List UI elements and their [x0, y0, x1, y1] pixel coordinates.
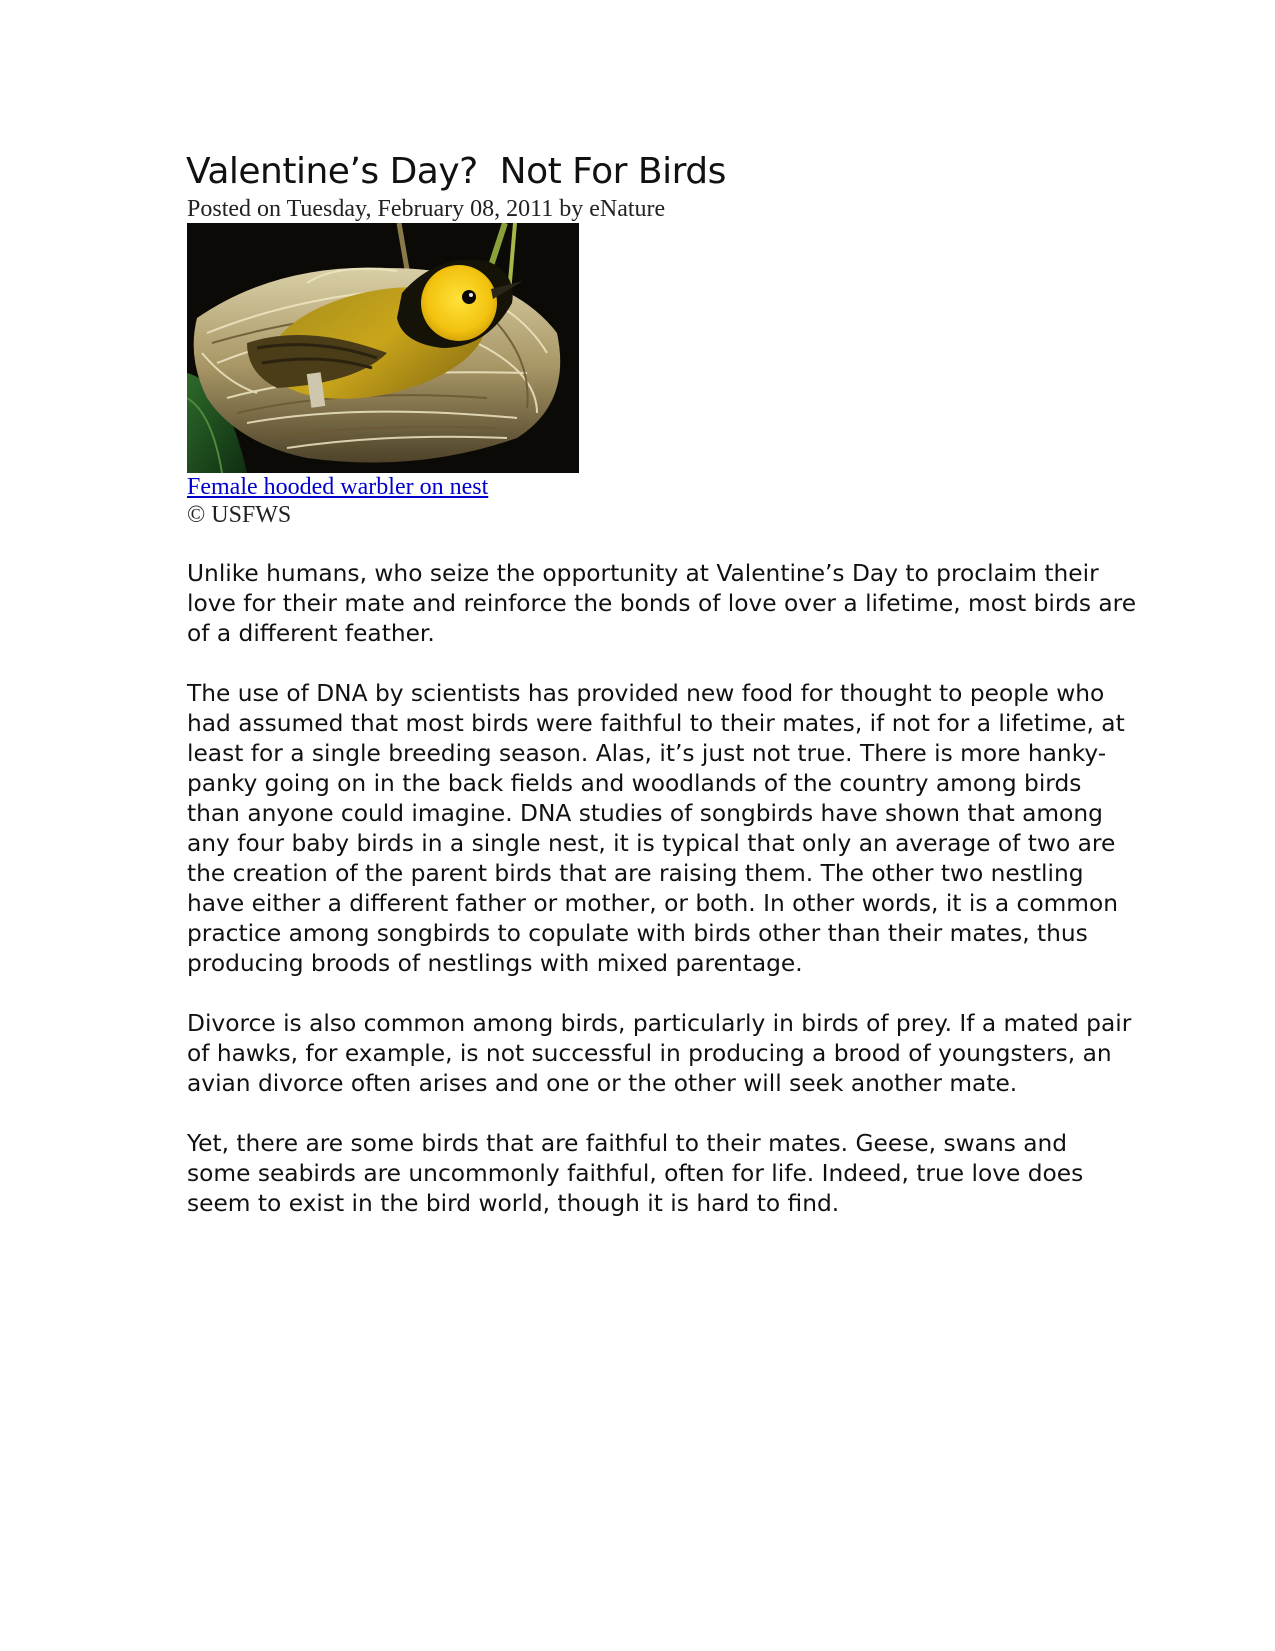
- paragraph-line: of a different feather.: [187, 620, 435, 647]
- paragraph-line: some seabirds are uncommonly faithful, often for life. Indeed, true love does: [187, 1160, 1084, 1187]
- paragraph-line: the creation of the parent birds that are raising them. The other two nestling: [187, 860, 1084, 887]
- paragraph-line: any four baby birds in a single nest, it is typical that only an average of two are: [187, 830, 1116, 857]
- paragraph-line: least for a single breeding season. Alas, it’s just not true. There is more hanky-: [187, 740, 1107, 767]
- paragraph-line: panky going on in the back fields and woodlands of the country among birds: [187, 770, 1082, 797]
- paragraph-line: seem to exist in the bird world, though it is hard to find.: [187, 1190, 840, 1217]
- article-body: [187, 559, 1137, 1249]
- paragraph-line: Yet, there are some birds that are faithful to their mates. Geese, swans and: [187, 1130, 1068, 1157]
- paragraph-line: of hawks, for example, is not successful in producing a brood of youngsters, an: [187, 1040, 1112, 1067]
- paragraph-line: practice among songbirds to copulate with birds other than their mates, thus: [187, 920, 1088, 947]
- paragraph-line: love for their mate and reinforce the bonds of love over a lifetime, most birds are: [187, 590, 1137, 617]
- paragraph-line: than anyone could imagine. DNA studies of songbirds have shown that among: [187, 800, 1103, 827]
- paragraph-line: had assumed that most birds were faithful to their mates, if not for a lifetime, at: [187, 710, 1125, 737]
- paragraph-line: producing broods of nestlings with mixed parentage.: [187, 950, 803, 977]
- photo-credit: © USFWS: [187, 502, 292, 528]
- paragraph-line: Divorce is also common among birds, particularly in birds of prey. If a mated pair: [187, 1010, 1132, 1037]
- paragraph-line: avian divorce often arises and one or the other will seek another mate.: [187, 1070, 1018, 1097]
- paragraph-line: have either a different father or mother, or both. In other words, it is a common: [187, 890, 1119, 917]
- paragraph-3: [187, 1009, 1132, 1099]
- article-title: Valentine’s Day? Not For Birds: [186, 151, 726, 192]
- article-byline: Posted on Tuesday, February 08, 2011 by eNature: [187, 196, 666, 222]
- paragraph-line: The use of DNA by scientists has provided new food for thought to people who: [187, 680, 1105, 707]
- hooded-warbler-photo: [187, 223, 579, 473]
- paragraph-4: [187, 1129, 1107, 1219]
- photo-caption-link[interactable]: Female hooded warbler on nest: [187, 474, 489, 500]
- paragraph-1: [187, 559, 1137, 649]
- paragraph-line: Unlike humans, who seize the opportunity at Valentine’s Day to proclaim their: [187, 560, 1099, 587]
- paragraph-2: [187, 679, 1125, 979]
